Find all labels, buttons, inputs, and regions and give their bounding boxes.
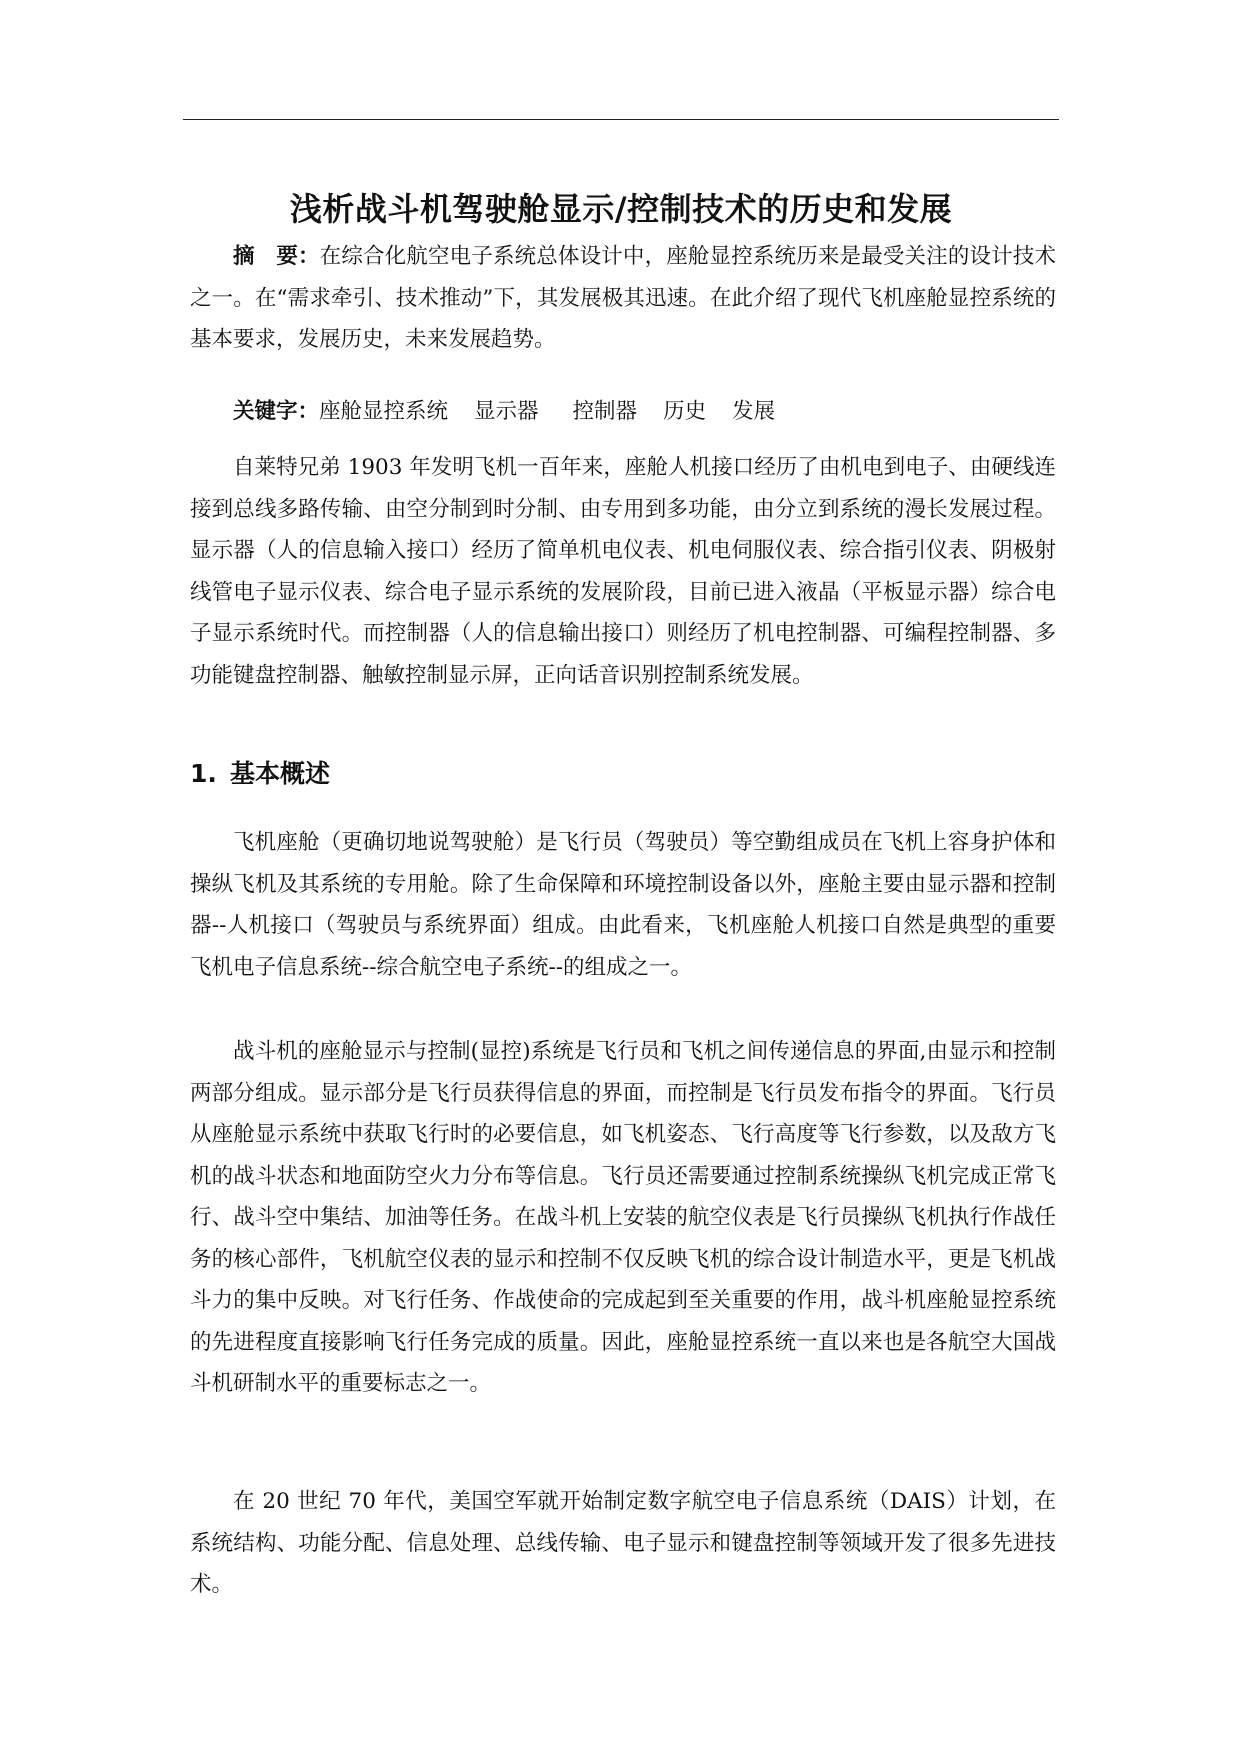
keyword: 座舱显控系统 xyxy=(319,399,449,424)
intro-paragraph: 自莱特兄弟 1903 年发明飞机一百年来，座舱人机接口经历了由机电到电子、由硬线连接到总线多路传输、由空分制到时分制、由专用到多功能，由分立到系统的漫长发展过程。显示器（人的信息输入接口）经历了简单机电仪表、机电伺服仪表、综合指引仪表、阴极射线管电子显示仪表、综合电子显示系统的发展阶段，目前已进入液晶（平板显示器）综合电子显示系统时代。而控制器（人的信息输出接口）则经历了机电控制器、可编程控制器、多功能键盘控制器、触敏控制显示屏，正向话音识别控制系统发展。 xyxy=(190,455,1056,688)
keyword: 显示器 xyxy=(474,399,539,424)
keywords xyxy=(190,391,1056,433)
header-rule xyxy=(183,119,1059,120)
body-paragraph: 在 20 世纪 70 年代，美国空军就开始制定数字航空电子信息系统（DAIS）计划，在系统结构、功能分配、信息处理、总线传输、电子显示和键盘控制等领域开发了很多先进技术。 xyxy=(190,1489,1056,1597)
abstract xyxy=(190,236,1056,361)
document-title: 浅析战斗机驾驶舱显示/控制技术的历史和发展 xyxy=(289,190,953,229)
keyword: 历史 xyxy=(663,399,707,424)
keywords-label: 关键字： xyxy=(233,399,320,424)
section-number: 1. xyxy=(190,759,217,788)
abstract-text: 在综合化航空电子系统总体设计中，座舱显控系统历来是最受关注的设计技术之一。在“需求牵引、技术推动”下，其发展极其迅速。在此介绍了现代飞机座舱显控系统的基本要求，发展历史，未来发展趋势。 xyxy=(190,244,1056,352)
section-title: 基本概述 xyxy=(230,759,331,788)
keyword: 发展 xyxy=(732,399,776,424)
keyword: 控制器 xyxy=(572,399,638,424)
abstract-label: 摘 要： xyxy=(233,244,320,269)
section-heading xyxy=(190,756,330,792)
body-paragraph: 飞机座舱（更确切地说驾驶舱）是飞行员（驾驶员）等空勤组成员在飞机上容身护体和操纵飞机及其系统的专用舱。除了生命保障和环境控制设备以外，座舱主要由显示器和控制器--人机接口（驾驶员与系统界面）组成。由此看来，飞机座舱人机接口自然是典型的重要飞机电子信息系统--综合航空电子系统--的组成之一。 xyxy=(190,830,1056,980)
body-paragraph: 战斗机的座舱显示与控制(显控)系统是飞行员和飞机之间传递信息的界面,由显示和控制两部分组成。显示部分是飞行员获得信息的界面，而控制是飞行员发布指令的界面。飞行员从座舱显示系统中获取飞行时的必要信息，如飞机姿态、飞行高度等飞行参数，以及敌方飞机的战斗状态和地面防空火力分布等信息。飞行员还需要通过控制系统操纵飞机完成正常飞行、战斗空中集结、加油等任务。在战斗机上安装的航空仪表是飞行员操纵飞机执行作战任务的核心部件，飞机航空仪表的显示和控制不仅反映飞机的综合设计制造水平，更是飞机战斗力的集中反映。对飞行任务、作战使命的完成起到至关重要的作用，战斗机座舱显控系统的先进程度直接影响飞行任务完成的质量。因此，座舱显控系统一直以来也是各航空大国战斗机研制水平的重要标志之一。 xyxy=(190,1039,1056,1396)
